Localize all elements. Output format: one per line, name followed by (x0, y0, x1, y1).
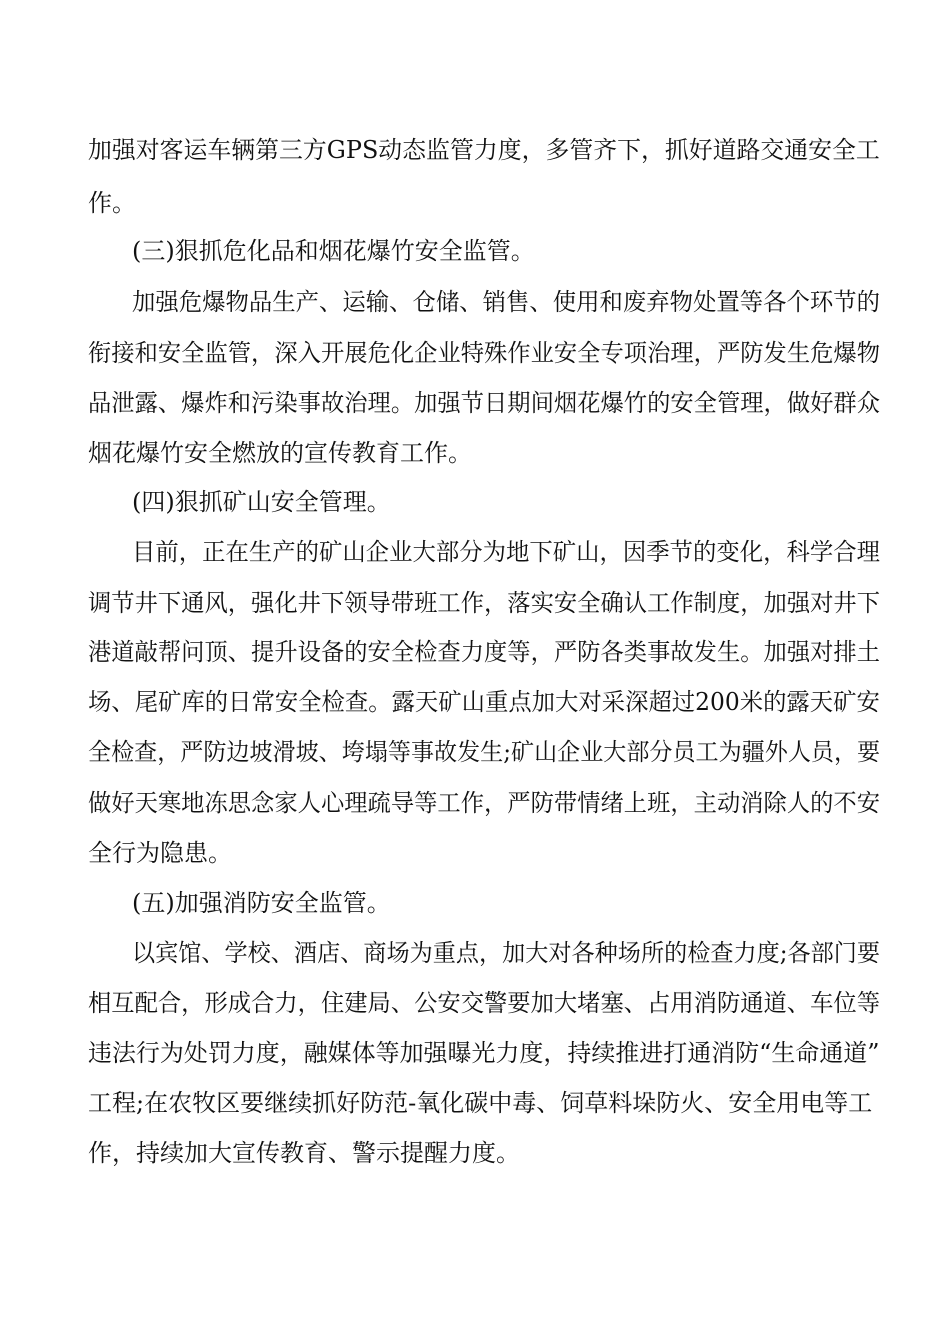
text-line: 作。 (88, 189, 136, 217)
text-line: 调节井下通风，强化井下领导带班工作，落实安全确认工作制度，加强对井下 (88, 589, 881, 617)
text-line: 工程;在农牧区要继续抓好防范-氧化碳中毒、饲草料垛防火、安全用电等工 (88, 1089, 873, 1117)
text-line: 以宾馆、学校、酒店、商场为重点，加大对各种场所的检查力度;各部门要 (132, 939, 881, 967)
text-line: 加强对客运车辆第三方GPS动态监管力度，多管齐下，抓好道路交通安全工 (88, 136, 880, 164)
text-line: 全行为隐患。 (88, 839, 232, 867)
text-line: 目前，正在生产的矿山企业大部分为地下矿山，因季节的变化，科学合理 (132, 538, 881, 566)
text-line: 作，持续加大宣传教育、警示提醒力度。 (88, 1139, 520, 1167)
text-line: 违法行为处罚力度，融媒体等加强曝光力度，持续推进打通消防“生命通道” (88, 1039, 880, 1067)
text-line: 相互配合，形成合力，住建局、公安交警要加大堵塞、占用消防通道、车位等 (88, 989, 881, 1017)
text-line: (四)狠抓矿山安全管理。 (132, 488, 391, 516)
text-line: 衔接和安全监管，深入开展危化企业特殊作业安全专项治理，严防发生危爆物 (88, 339, 881, 367)
text-line: 做好天寒地冻思念家人心理疏导等工作，严防带情绪上班，主动消除人的不安 (88, 789, 881, 817)
text-line: (三)狠抓危化品和烟花爆竹安全监管。 (132, 237, 535, 265)
text-line: 全检查，严防边坡滑坡、垮塌等事故发生;矿山企业大部分员工为疆外人员，要 (88, 738, 881, 766)
text-line: 烟花爆竹安全燃放的宣传教育工作。 (88, 439, 472, 467)
text-line: 港道敲帮问顶、提升设备的安全检查力度等，严防各类事故发生。加强对排土 (88, 638, 881, 666)
text-line: 加强危爆物品生产、运输、仓储、销售、使用和废弃物处置等各个环节的 (132, 288, 881, 316)
text-line: 品泄露、爆炸和污染事故治理。加强节日期间烟花爆竹的安全管理，做好群众 (88, 389, 881, 417)
text-line: (五)加强消防安全监管。 (132, 889, 391, 917)
text-line: 场、尾矿库的日常安全检查。露天矿山重点加大对采深超过200米的露天矿安 (88, 688, 880, 716)
